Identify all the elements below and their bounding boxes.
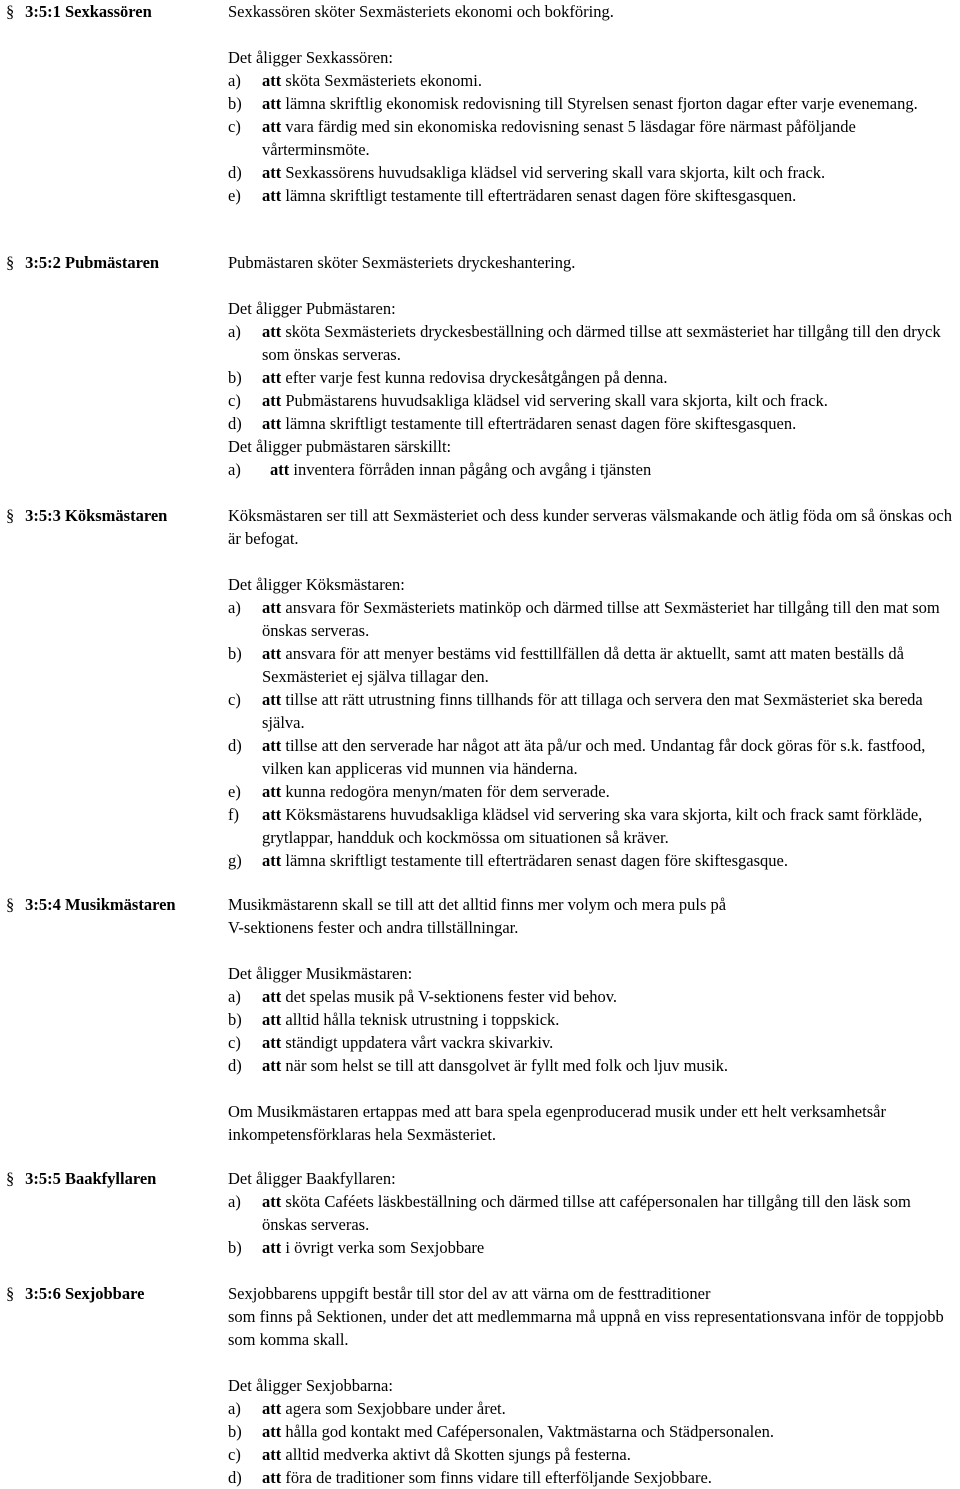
list-item: b) att lämna skriftlig ekonomisk redovisning till Styrelsen senast fjorton dagar efter varje evenemang.	[228, 94, 918, 113]
list-item: d) att när som helst se till att dansgolvet är fyllt med folk och ljuv musik.	[228, 1056, 729, 1075]
section-intro-line: som finns på Sektionen, under det att medlemmarna må uppnå en viss representationsvana inför de toppjobb som komma skall.	[228, 1307, 944, 1349]
section-title: 3:5:2 Pubmästaren	[25, 253, 160, 272]
section-intro-line: Musikmästarenn skall se till att det alltid finns mer volym och mera puls på	[228, 895, 727, 914]
section-title: 3:5:3 Köksmästaren	[25, 506, 168, 525]
list-item: b) att efter varje fest kunna redovisa dryckesåtgången på denna.	[228, 368, 668, 387]
list-item: c) att ständigt uppdatera vårt vackra skivarkiv.	[228, 1033, 554, 1052]
section-title: 3:5:4 Musikmästaren	[25, 895, 176, 914]
paragraph-sign: §	[6, 506, 15, 525]
list-item: c) att Pubmästarens huvudsakliga klädsel vid servering skall vara skjorta, kilt och frack.	[228, 391, 828, 410]
section-heading	[6, 893, 176, 916]
list-item: a) att ansvara för Sexmästeriets matinköp och därmed tillse att Sexmästeriet har tillgång till den mat som önskas serveras.	[228, 598, 940, 640]
list-item: b) att hålla god kontakt med Cafépersonalen, Vaktmästarna och Städpersonalen.	[228, 1422, 774, 1441]
list-item: a) att sköta Sexmästeriets ekonomi.	[228, 71, 482, 90]
list-item: c) att alltid medverka aktivt då Skotten sjungs på festerna.	[228, 1445, 631, 1464]
section-title: 3:5:5 Baakfyllaren	[25, 1169, 157, 1188]
section-heading	[6, 504, 167, 527]
duties-title: Det åligger Pubmästaren:	[228, 299, 396, 318]
paragraph-sign: §	[6, 895, 15, 914]
section-musikmastaren	[0, 893, 960, 1146]
section-sexkassoren	[0, 0, 960, 207]
list-item: a) att sköta Sexmästeriets dryckesbeställning och därmed tillse att sexmästeriet har tillgång till den dryck som önskas serveras.	[228, 322, 941, 364]
paragraph-sign: §	[6, 253, 15, 272]
section-intro: Sexkassören sköter Sexmästeriets ekonomi och bokföring.	[228, 2, 614, 21]
paragraph-sign: §	[6, 1169, 15, 1188]
section-intro-line: Sexjobbarens uppgift består till stor del av att värna om de festtraditioner	[228, 1284, 711, 1303]
section-sexjobbare	[0, 1282, 960, 1489]
list-item: d) att tillse att den serverade har något att äta på/ur och med. Undantag får dock göras för s.k. fastfood, vilken kan appliceras vid munnen via händerna.	[228, 736, 926, 778]
section-heading	[6, 1167, 156, 1190]
list-item: b) att ansvara för att menyer bestäms vid festtillfällen då detta är aktuellt, samt att maten beställs då Sexmästeriet ej själva tillagar den.	[228, 644, 904, 686]
list-item: g) att lämna skriftligt testamente till efterträdaren senast dagen före skiftesgasque.	[228, 851, 788, 870]
list-item: d) att föra de traditioner som finns vidare till efterföljande Sexjobbare.	[228, 1468, 712, 1487]
section-pubmastaren	[0, 251, 960, 481]
section-intro-line: V-sektionens fester och andra tillställningar.	[228, 918, 519, 937]
list-item: a) att det spelas musik på V-sektionens fester vid behov.	[228, 987, 618, 1006]
list-item: b) att i övrigt verka som Sexjobbare	[228, 1238, 485, 1257]
duties-title: Det åligger Musikmästaren:	[228, 964, 413, 983]
section-heading	[6, 0, 152, 23]
list-item: a) att agera som Sexjobbare under året.	[228, 1399, 506, 1418]
list-item: d) att lämna skriftligt testamente till efterträdaren senast dagen före skiftesgasquen.	[228, 414, 797, 433]
duties-title: Det åligger Sexkassören:	[228, 48, 393, 67]
section-title: 3:5:1 Sexkassören	[25, 2, 152, 21]
list-item: a) att inventera förråden innan pågång och avgång i tjänsten	[228, 460, 652, 479]
section-intro: Köksmästaren ser till att Sexmästeriet och dess kunder serveras välsmakande och ätlig föda om så önskas och är befogat.	[228, 506, 952, 548]
paragraph-sign: §	[6, 1284, 15, 1303]
list-item: c) att tillse att rätt utrustning finns tillhands för att tillaga och servera den mat Sexmästeriet ska bereda själva.	[228, 690, 923, 732]
paragraph-sign: §	[6, 2, 15, 21]
section-intro: Pubmästaren sköter Sexmästeriets dryckeshantering.	[228, 253, 576, 272]
section-heading	[6, 251, 159, 274]
section-title: 3:5:6 Sexjobbare	[25, 1284, 145, 1303]
list-item: d) att Sexkassörens huvudsakliga klädsel vid servering skall vara skjorta, kilt och frack.	[228, 163, 826, 182]
section-koksmastaren	[0, 504, 960, 872]
section-baakfyllaren	[0, 1167, 960, 1259]
section-heading	[6, 1282, 144, 1305]
duties-title: Det åligger Köksmästaren:	[228, 575, 405, 594]
duties-title: Det åligger Sexjobbarna:	[228, 1376, 393, 1395]
duties-title: Det åligger Baakfyllaren:	[228, 1169, 396, 1188]
list-item: e) att lämna skriftligt testamente till efterträdaren senast dagen före skiftesgasquen.	[228, 186, 797, 205]
list-item: f) att Köksmästarens huvudsakliga klädsel vid servering ska vara skjorta, kilt och frack samt förkläde, grytlappar, handduk och kockmössa om situationen så kräver.	[228, 805, 923, 847]
extra-duties-title: Det åligger pubmästaren särskillt:	[228, 437, 452, 456]
list-item: b) att alltid hålla teknisk utrustning i toppskick.	[228, 1010, 560, 1029]
list-item: c) att vara färdig med sin ekonomiska redovisning senast 5 läsdagar före närmast påföljande vårterminsmöte.	[228, 117, 856, 159]
list-item: e) att kunna redogöra menyn/maten för dem serverade.	[228, 782, 610, 801]
closing-note: Om Musikmästaren ertappas med att bara spela egenproducerad musik under ett helt verksamhetsår inkompetensförklaras hela Sexmästeriet.	[228, 1102, 886, 1144]
list-item: a) att sköta Caféets läskbeställning och därmed tillse att cafépersonalen har tillgång till den läsk som önskas serveras.	[228, 1192, 911, 1234]
